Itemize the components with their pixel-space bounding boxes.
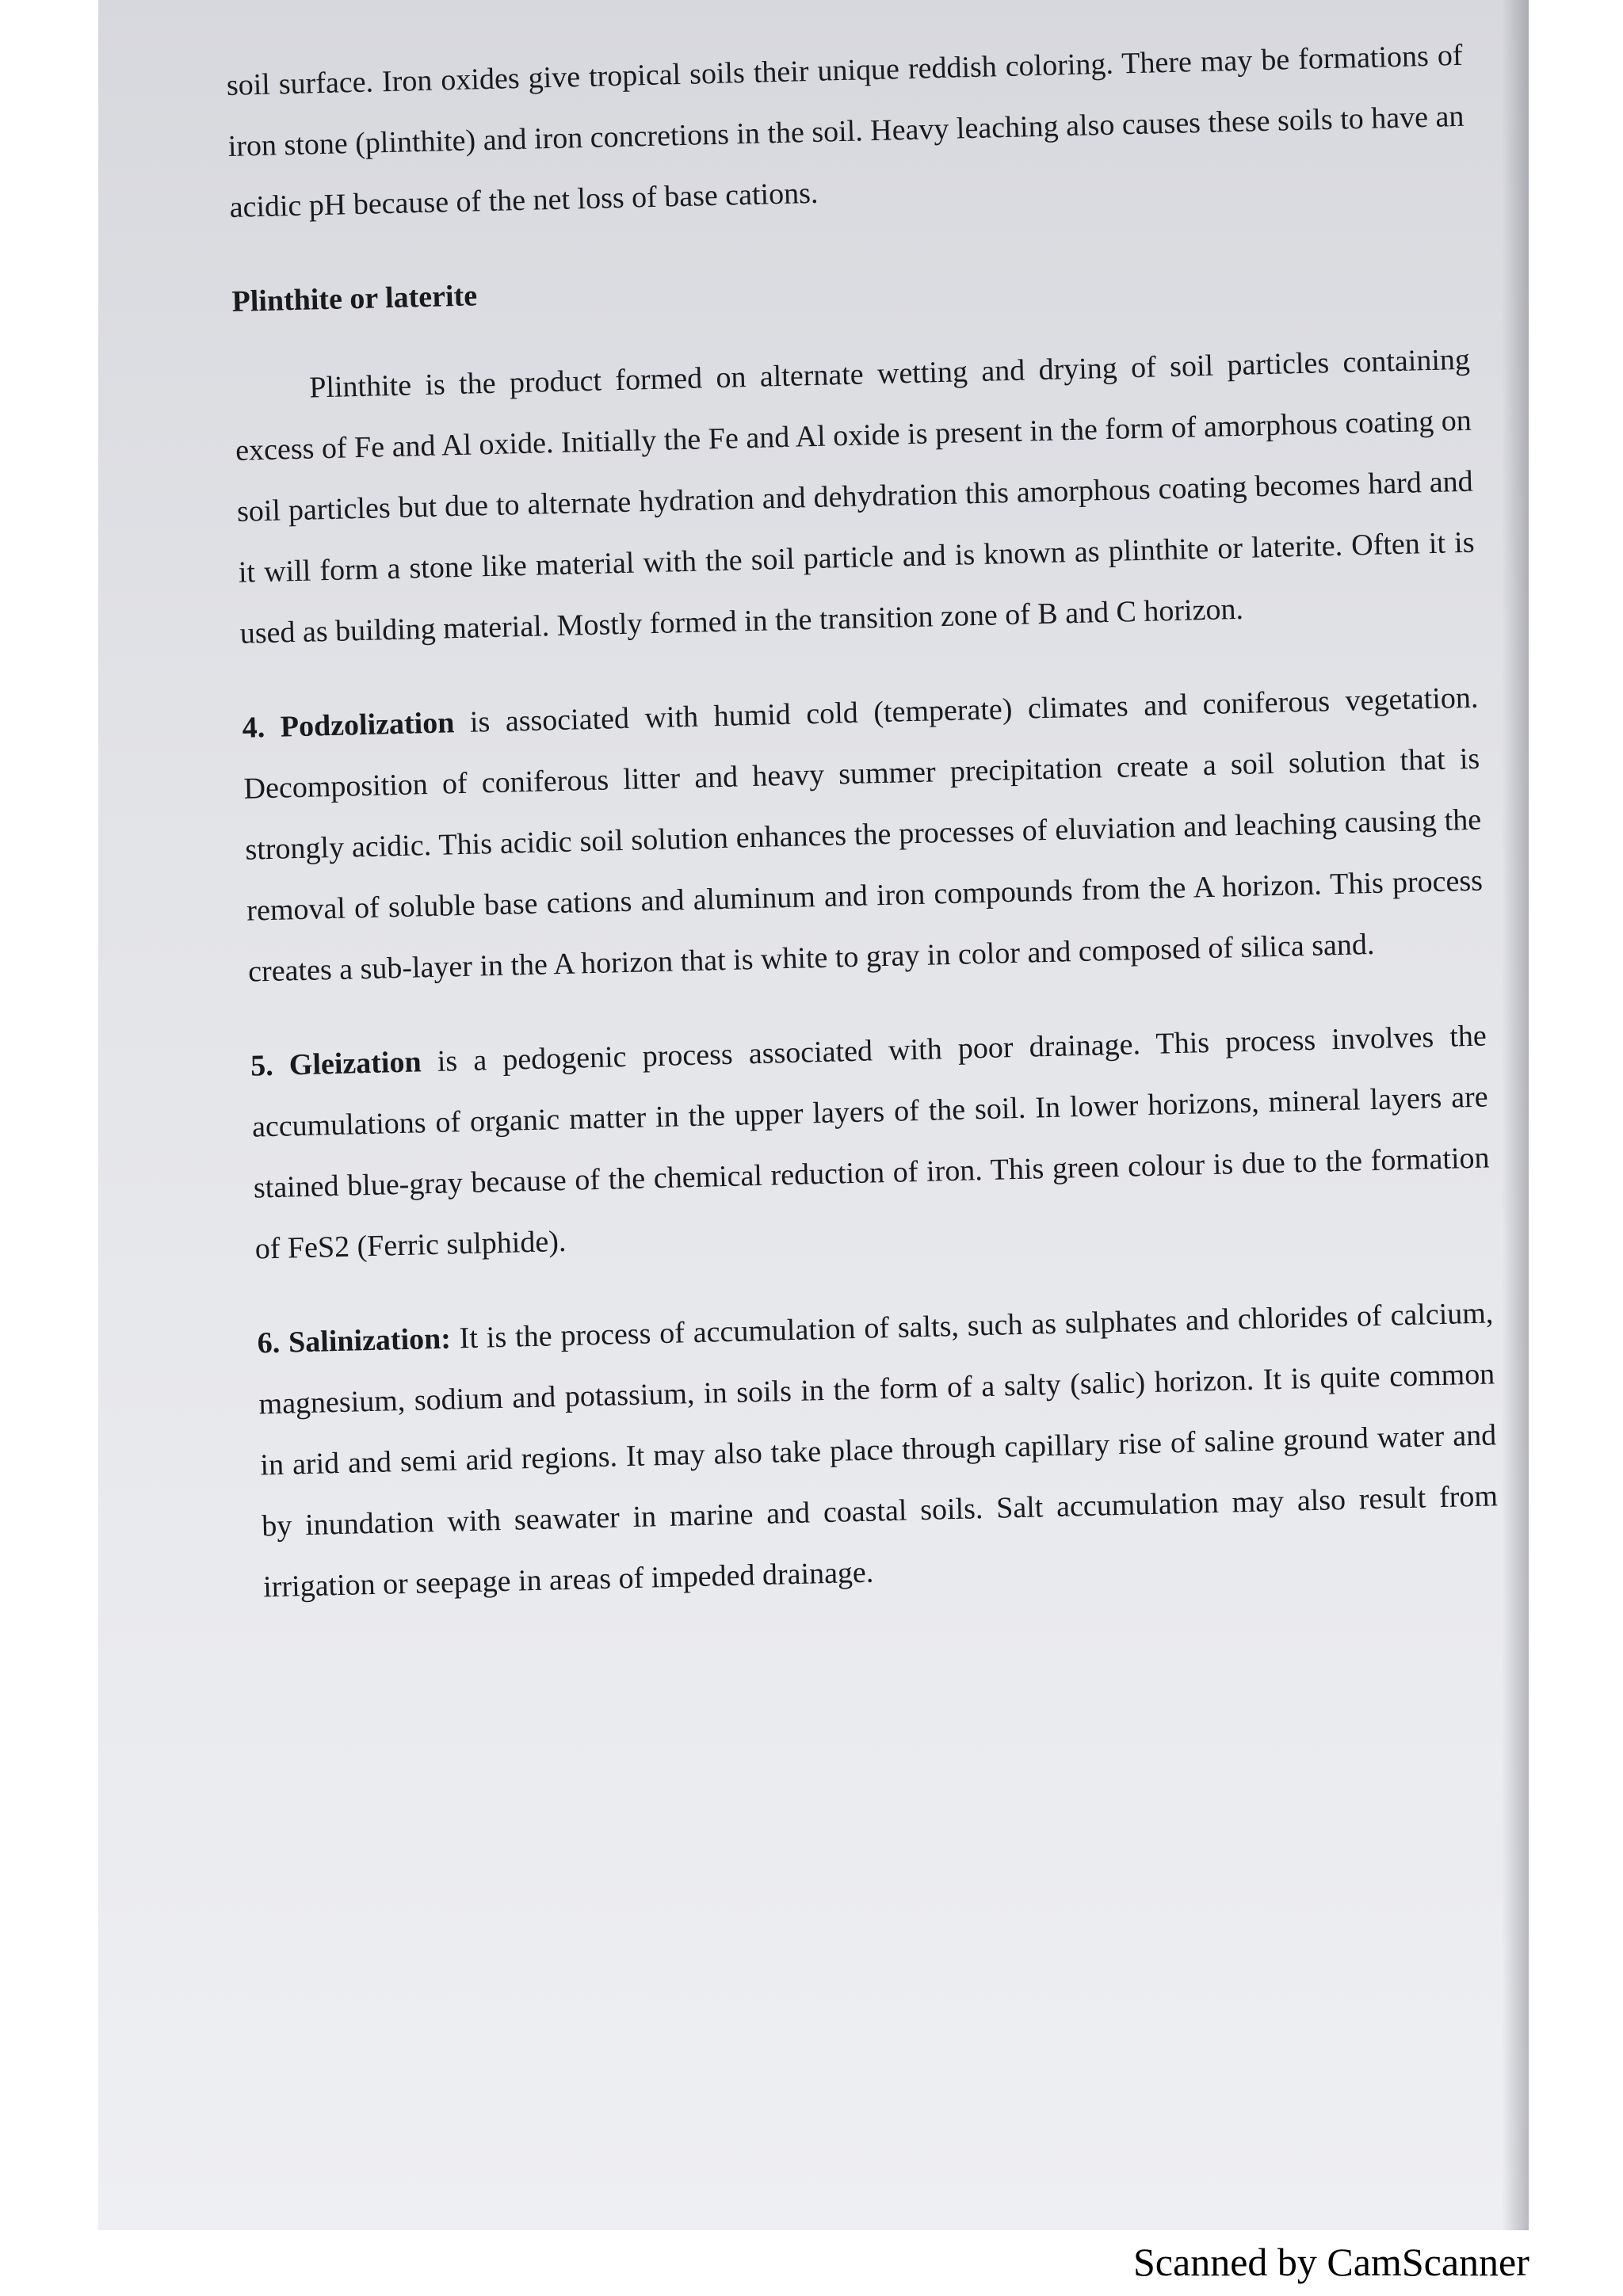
plinthite-paragraph: Plinthite is the product formed on alternate wetting and drying of soil particles containing excess of Fe and Al oxide. Initially the Fe and Al oxide is present in the form of amorphous coating on soil particles but due to alternate hydration and dehydration this amorphous coating becomes hard and it will form a stone like material with the soil particle and is known as plinthite or laterite. Often it is used as building material. Mostly formed in the transition zone of B and C horizon.	[235, 342, 1476, 650]
gleization-text: is a pedogenic process associated with poor drainage. This process involves the accumulations of organic matter in the upper layers of the soil. In lower horizons, mineral layers are stained blue-gray because of the chemical reduction of iron. This green colour is due to the formation of FeS2 (Ferric sulphide).	[251, 1019, 1490, 1266]
plinthite-heading: Plinthite or laterite	[231, 279, 478, 318]
podzolization-term: 4. Podzolization	[242, 706, 455, 745]
document-text	[226, 25, 1500, 1619]
background-strip	[1529, 0, 1623, 2230]
salinization-text: It is the process of accumulation of salts, such as sulphates and chlorides of calcium, magnesium, sodium and potassium, in soils in the form of a salty (salic) horizon. It is quite common in arid and semi arid regions. It may also take place through capillary rise of saline ground water and by inundation with seawater in marine and coastal soils. Salt accumulation may also result from irrigation or seepage in areas of impeded drainage.	[258, 1296, 1499, 1604]
scanner-watermark: Scanned by CamScanner	[1133, 2240, 1529, 2284]
podzolization-paragraph	[242, 668, 1485, 1003]
intro-paragraph: soil surface. Iron oxides give tropical soils their unique reddish coloring. There may be formations of iron stone (plinthite) and iron concretions in the soil. Heavy leaching also causes these soils to have an acidic pH because of the net loss of base cations.	[226, 38, 1465, 224]
gleization-term: 5. Gleization	[250, 1045, 422, 1083]
podzolization-text: is associated with humid cold (temperate) climates and coniferous vegetation. Decomposition of coniferous litter and heavy summer precipitation create a soil solution that is strongly acidic. This acidic soil solution enhances the processes of eluviation and leaching causing the removal of soluble base cations and aluminum and iron compounds from the A horizon. This process creates a sub-layer in the A horizon that is white to gray in color and composed of silica sand.	[243, 681, 1484, 989]
salinization-paragraph	[257, 1283, 1500, 1618]
gleization-paragraph	[250, 1006, 1491, 1280]
salinization-term: 6. Salinization:	[257, 1322, 452, 1360]
